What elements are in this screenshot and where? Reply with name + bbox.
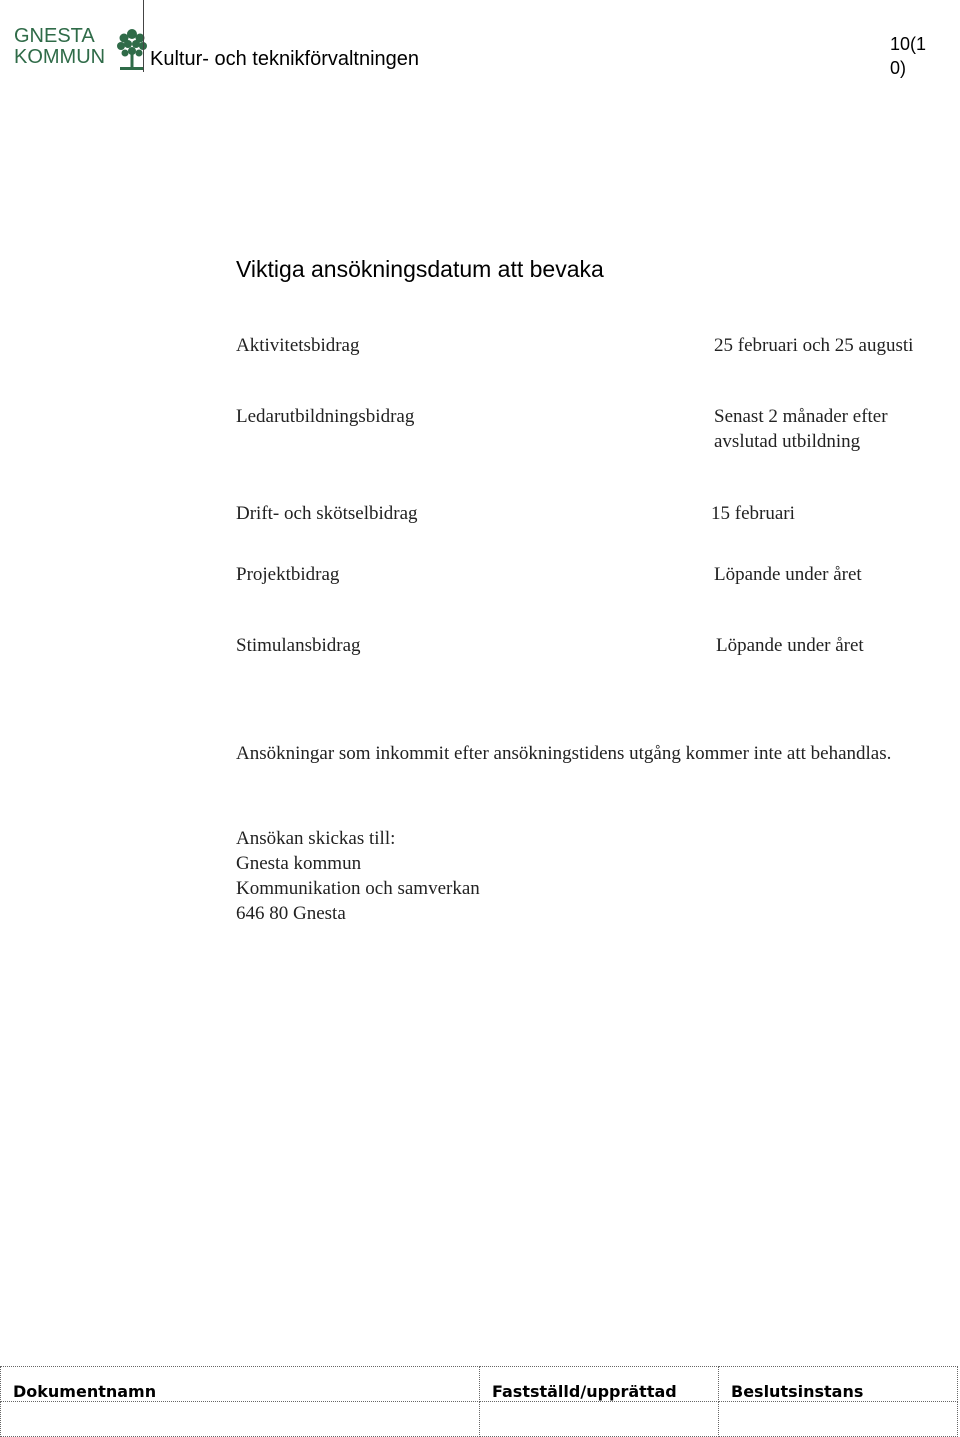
deadline-label: Stimulansbidrag [236,635,361,656]
logo-text-line2: KOMMUN [14,46,106,68]
tree-icon [114,26,150,72]
address-line: Gnesta kommun [236,853,362,874]
footer-header-decision-body: Beslutsinstans [719,1367,958,1402]
deadline-value: 15 februari [711,503,795,524]
page-number-line2: 0) [890,58,907,78]
late-application-note: Ansökningar som inkommit efter ansökningstidens utgång kommer inte att behandlas. [236,743,892,764]
footer-cell [1,1402,480,1437]
footer-cell [719,1402,958,1437]
footer-header-document-name: Dokumentnamn [1,1367,480,1402]
deadline-value: Löpande under året [714,564,862,585]
deadline-value: Löpande under året [716,635,864,656]
address-block [236,826,936,926]
deadline-label: Projektbidrag [236,564,340,585]
deadline-label: Aktivitetsbidrag [236,335,360,356]
address-line: 646 80 Gnesta [236,903,346,924]
footer-cell [480,1402,719,1437]
page-number-line1: 10(1 [890,34,927,54]
page-title: Viktiga ansökningsdatum att bevaka [236,256,604,282]
header-logo [14,26,138,72]
logo-text-line1: GNESTA [14,25,95,47]
page-number [890,32,930,80]
department-name: Kultur- och teknikförvaltningen [150,48,420,70]
address-intro: Ansökan skickas till: [236,828,396,849]
address-line: Kommunikation och samverkan [236,878,480,899]
deadline-label: Ledarutbildningsbidrag [236,406,415,427]
deadline-value: Senast 2 månader efter avslutad utbildning [714,406,888,452]
deadline-label: Drift- och skötselbidrag [236,503,418,524]
footer-header-established: Fastställd/upprättad [480,1367,719,1402]
footer-table [0,1366,960,1436]
deadline-value: 25 februari och 25 augusti [714,335,914,356]
header-divider [143,0,144,72]
